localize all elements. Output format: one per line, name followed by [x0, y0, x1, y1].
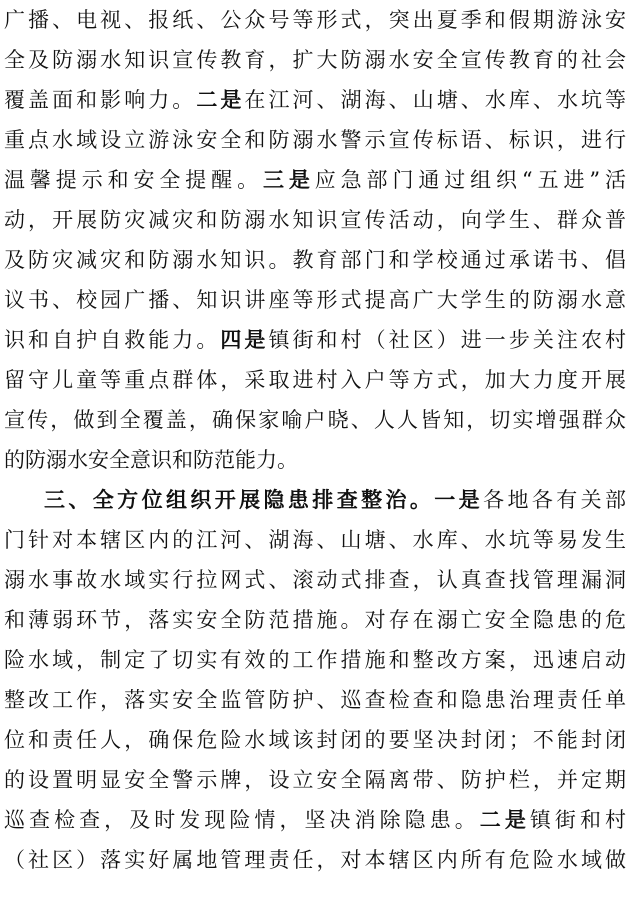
text-line: 溺水事故水域实行拉网式、滚动式排查，认真查找管理漏洞 [4, 568, 626, 592]
emphasis-label: 四是 [220, 328, 269, 352]
emphasis-label: 二是 [479, 808, 530, 832]
text-line [4, 800, 626, 840]
text-line: 门针对本辖区内的江河、湖海、山塘、水库、水坑等易发生 [4, 528, 626, 552]
text-line [4, 160, 626, 200]
text-line: 全及防溺水知识宣传教育，扩大防溺水安全宣传教育的社会 [4, 48, 626, 72]
text-span: 应急部门通过组织“五进”活 [314, 168, 626, 192]
text-line: 的防溺水安全意识和防范能力。 [4, 448, 298, 472]
emphasis-label: 二是 [196, 88, 245, 112]
text-span: 镇街和村 [529, 808, 627, 832]
text-line: 广播、电视、报纸、公众号等形式，突出夏季和假期游泳安 [4, 8, 626, 32]
text-line: 和薄弱环节，落实安全防范措施。对存在溺亡安全隐患的危 [4, 608, 626, 632]
text-span: 镇街和村（社区）进一步关注农村 [268, 328, 627, 352]
text-line: 动，开展防灾减灾和防溺水知识宣传活动，向学生、群众普 [4, 208, 626, 232]
text-line: 宣传，做到全覆盖，确保家喻户晓、人人皆知，切实增强群众 [4, 408, 626, 432]
text-span: 在江河、湖海、山塘、水库、水坑等 [244, 88, 627, 112]
section-heading-line [44, 480, 626, 520]
text-span: 识和自护自救能力。 [4, 328, 221, 352]
text-span: 温馨提示和安全提醒。 [4, 168, 263, 192]
text-line: 重点水域设立游泳安全和防溺水警示宣传标语、标识，进行 [4, 128, 626, 152]
text-line: 险水域，制定了切实有效的工作措施和整改方案，迅速启动 [4, 648, 626, 672]
text-span: 巡查检查，及时发现险情，坚决消除隐患。 [4, 808, 480, 832]
section-heading: 三、全方位组织开展隐患排查整治。 [44, 488, 435, 512]
text-span: 各地各有关部 [483, 488, 627, 512]
text-line: 位和责任人，确保危险水域该封闭的要坚决封闭；不能封闭 [4, 728, 626, 752]
text-line: 留守儿童等重点群体，采取进村入户等方式，加大力度开展 [4, 368, 626, 392]
emphasis-label: 三是 [262, 168, 315, 192]
text-span: 覆盖面和影响力。 [4, 88, 197, 112]
text-line [4, 320, 626, 360]
text-line [4, 80, 626, 120]
text-line: 议书、校园广播、知识讲座等形式提高广大学生的防溺水意 [4, 288, 626, 312]
text-line: 整改工作，落实安全监管防护、巡查检查和隐患治理责任单 [4, 688, 626, 712]
text-line: 及防灾减灾和防溺水知识。教育部门和学校通过承诺书、倡 [4, 248, 626, 272]
text-line: 的设置明显安全警示牌，设立安全隔离带、防护栏，并定期 [4, 768, 626, 792]
text-line: （社区）落实好属地管理责任，对本辖区内所有危险水域做 [4, 848, 626, 872]
emphasis-label: 一是 [434, 488, 484, 512]
